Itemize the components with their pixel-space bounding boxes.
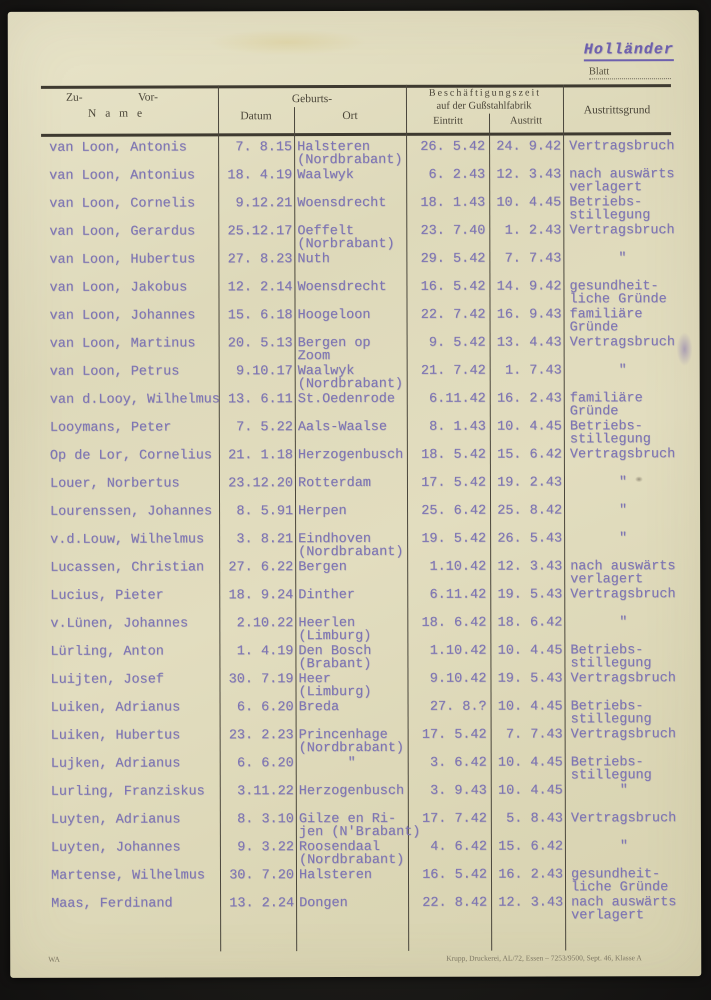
cell-reason: Vertragsbruch: [570, 671, 676, 687]
cell-birth-date: 27. 8.23: [227, 252, 293, 268]
cell-birth-date: 13. 6.11: [227, 392, 293, 408]
cell-exit-date: 10. 4.45: [496, 195, 562, 211]
table-row: [42, 309, 672, 339]
cell-name: van Loon, Johannes: [49, 308, 196, 324]
table-row: [42, 421, 672, 451]
cell-reason: nach auswärts verlagert: [570, 559, 676, 587]
cell-exit-date: 10. 4.45: [496, 419, 562, 435]
cell-entry-date: 17. 5.42: [421, 475, 486, 491]
cell-entry-date: 16. 5.42: [420, 279, 486, 295]
cell-exit-date: 19. 5.43: [497, 671, 563, 687]
cell-entry-date: 18. 5.42: [421, 447, 486, 463]
cell-birth-place: Bergen: [298, 560, 347, 576]
cell-birth-date: 25.12.17: [227, 224, 293, 240]
table-row: [41, 253, 671, 283]
cell-name: v.Lünen, Johannes: [50, 616, 189, 632]
cell-exit-date: 14. 9.42: [496, 279, 562, 295]
table-row: [42, 335, 675, 367]
header-zu: Zu-: [65, 91, 83, 104]
cell-name: v.d.Louw, Wilhelmus: [50, 532, 205, 548]
cell-entry-date: 19. 5.42: [421, 531, 487, 547]
table-row: [41, 167, 675, 199]
table-row: [42, 617, 672, 647]
cell-name: Luijten, Josef: [50, 672, 164, 688]
cell-exit-date: 12. 3.43: [498, 895, 564, 911]
cell-birth-place: Herzogenbusch: [297, 447, 404, 464]
table-row: [42, 533, 672, 563]
cell-birth-place: Bergen op Zoom: [297, 335, 371, 364]
cell-exit-date: 10. 4.45: [497, 755, 563, 771]
header-geburts: Geburts-: [291, 93, 333, 106]
cell-birth-place: Roosendaal (Nordbrabant): [298, 839, 405, 868]
cell-entry-date: 3. 6.42: [429, 755, 487, 771]
header-austritt: Austritt: [509, 115, 543, 127]
cell-entry-date: 6. 2.43: [428, 167, 486, 183]
cell-name: Martense, Wilhelmus: [50, 868, 205, 884]
cell-exit-date: 24. 9.42: [496, 139, 562, 155]
cell-birth-date: 9. 3.22: [237, 840, 294, 856]
table-row: [41, 197, 671, 227]
cell-reason: Vertragsbruch: [570, 811, 677, 827]
cell-exit-date: 10. 4.45: [497, 783, 563, 799]
cell-exit-date: 12. 3.43: [497, 559, 563, 575]
table-row: [42, 505, 672, 535]
footer-left: WA: [48, 954, 60, 964]
cell-birth-place: Oeffelt (Norbrabant): [297, 224, 395, 252]
cell-reason: Betriebs- stillegung: [569, 419, 651, 447]
header-name: N a m e: [87, 107, 146, 120]
cell-birth-date: 18. 9.24: [228, 588, 294, 604]
table-row: [41, 281, 671, 311]
cell-name: van Loon, Cornelis: [49, 196, 196, 212]
cell-reason: Betriebs- stillegung: [570, 755, 652, 783]
cell-exit-date: 10. 4.45: [497, 643, 563, 659]
cell-reason: gesundheit- liche Gründe: [570, 867, 669, 895]
cell-entry-date: 27. 8.?: [429, 699, 487, 715]
header-datum: Datum: [240, 110, 272, 123]
cell-reason: Vertragsbruch: [569, 335, 675, 351]
cell-reason: Betriebs- stillegung: [570, 699, 652, 727]
cell-birth-date: 7. 8.15: [235, 140, 293, 156]
cell-reason: ": [619, 531, 628, 547]
cell-exit-date: 26. 5.43: [497, 531, 563, 547]
blatt-label: Blatt: [589, 66, 671, 79]
cell-birth-date: 3. 8.21: [236, 532, 294, 548]
cell-name: van Loon, Hubertus: [49, 252, 196, 268]
cell-reason: familiäre Gründe: [569, 307, 643, 335]
cell-name: Maas, Ferdinand: [51, 896, 173, 912]
table-row: [43, 701, 673, 731]
table-header-rule: [41, 132, 671, 136]
header-vor: Vor-: [137, 91, 158, 104]
cell-reason: nach auswärts verlagert: [571, 895, 677, 923]
cell-birth-place: Den Bosch (Brabant): [298, 643, 372, 672]
cell-entry-date: 18. 1.43: [420, 195, 486, 211]
cell-reason: ": [618, 503, 628, 519]
cell-entry-date: 21. 7.42: [420, 363, 486, 379]
cell-birth-place: Hoogeloon: [297, 307, 371, 324]
cell-birth-place: Nuth: [297, 252, 330, 268]
cell-reason: familiäre Gründe: [569, 391, 643, 419]
cell-birth-date: 15. 6.18: [227, 308, 293, 324]
cell-birth-place: Woensdrecht: [297, 195, 387, 212]
cell-birth-place: Herzogenbusch: [298, 783, 405, 800]
cell-birth-place: Dinther: [298, 587, 356, 604]
table-row: [43, 727, 676, 759]
cell-entry-date: 8. 1.43: [429, 419, 486, 435]
cell-exit-date: 16. 9.43: [496, 307, 562, 323]
cell-exit-date: 1. 2.43: [504, 223, 562, 239]
table-row: [42, 365, 672, 395]
cell-name: Lujken, Adrianus: [50, 756, 181, 772]
cell-entry-date: 9. 5.42: [428, 335, 486, 351]
cell-birth-date: 20. 5.13: [227, 336, 293, 352]
cell-birth-date: 30. 7.20: [229, 868, 295, 884]
worker-table: [41, 139, 677, 923]
cell-reason: Vertragsbruch: [569, 139, 675, 155]
cell-birth-date: 13. 2.24: [229, 896, 295, 912]
cell-exit-date: 7. 7.43: [505, 727, 563, 743]
cell-reason: ": [619, 783, 628, 799]
cell-reason: gesundheit- liche Gründe: [569, 279, 667, 307]
cell-birth-place: Heerlen (Limburg): [298, 615, 372, 644]
cell-exit-date: 16. 2.43: [496, 391, 562, 407]
paper-sheet: [8, 10, 702, 978]
cell-name: Luiken, Hubertus: [50, 728, 181, 744]
table-row: [42, 393, 672, 423]
cell-birth-place: Herpen: [298, 504, 347, 520]
cell-name: van Loon, Petrus: [49, 364, 180, 380]
cell-name: Looymans, Peter: [49, 420, 172, 436]
header-eintritt: Eintritt: [433, 115, 463, 127]
cell-birth-date: 8. 5.91: [236, 504, 294, 520]
cell-entry-date: 17. 5.42: [421, 727, 487, 743]
cell-entry-date: 1.10.42: [429, 643, 487, 659]
cell-birth-date: 8. 3.10: [237, 812, 294, 828]
cell-name: Luiken, Adrianus: [50, 700, 181, 716]
cell-entry-date: 4. 6.42: [430, 839, 487, 855]
cell-reason: Vertragsbruch: [570, 727, 676, 743]
cell-name: Lourenssen, Johannes: [50, 504, 213, 520]
cell-exit-date: 12. 3.43: [496, 167, 562, 183]
cell-entry-date: 26. 5.42: [420, 139, 486, 155]
cell-name: Lucius, Pieter: [50, 588, 164, 604]
cell-birth-date: 2.10.22: [236, 616, 294, 632]
cell-entry-date: 23. 7.40: [420, 223, 486, 239]
cell-entry-date: 22. 8.42: [422, 895, 488, 911]
cell-birth-place: Rotterdam: [297, 475, 371, 492]
table-row: [43, 757, 673, 787]
cell-birth-date: 6. 6.20: [236, 700, 294, 716]
cell-entry-date: 6.11.42: [429, 587, 487, 603]
hollaender-stamp: Holländer: [584, 41, 674, 61]
table-row: [43, 869, 673, 899]
cell-entry-date: 6.11.42: [429, 391, 486, 407]
cell-entry-date: 16. 5.42: [422, 867, 488, 883]
cell-exit-date: 25. 8.42: [497, 503, 563, 519]
cell-birth-place: Breda: [298, 700, 340, 716]
cell-birth-date: 30. 7.19: [228, 672, 294, 688]
cell-reason: ": [618, 363, 627, 379]
cell-birth-place: Halsteren (Nordbrabant): [297, 139, 403, 168]
cell-name: van Loon, Martinus: [49, 336, 196, 352]
cell-reason: Vertragsbruch: [570, 587, 676, 603]
cell-name: Lürling, Anton: [50, 644, 164, 660]
cell-exit-date: 16. 2.43: [498, 867, 564, 883]
cell-birth-place: Princenhage (Nordbrabant): [298, 727, 405, 756]
cell-birth-place: Dongen: [299, 896, 348, 912]
cell-reason: Betriebs- stillegung: [570, 643, 652, 671]
cell-name: Lurling, Franziskus: [50, 784, 205, 800]
header-austrittsgrund: Austrittsgrund: [583, 104, 651, 117]
cell-entry-date: 29. 5.42: [420, 251, 486, 267]
cell-name: van Loon, Gerardus: [49, 224, 196, 240]
cell-name: Luyten, Adrianus: [50, 812, 181, 828]
cell-exit-date: 1. 7.43: [504, 363, 562, 379]
cell-reason: ": [618, 251, 627, 267]
cell-name: Op de Lor, Cornelius: [49, 448, 212, 464]
cell-entry-date: 9.10.42: [429, 671, 487, 687]
header-ort: Ort: [342, 109, 358, 123]
cell-entry-date: 18. 6.42: [421, 615, 487, 631]
table-row: [43, 785, 673, 815]
cell-birth-date: 3.11.22: [237, 784, 294, 800]
cell-birth-date: 23.12.20: [228, 476, 293, 492]
cell-birth-place: Halsteren: [298, 867, 372, 884]
cell-reason: Vertragsbruch: [569, 447, 676, 463]
cell-name: van Loon, Antonius: [49, 168, 196, 184]
header-gussstahlfabrik: auf der Gußstahlfabrik: [436, 100, 532, 112]
table-row: [43, 811, 677, 843]
cell-birth-date: 7. 5.22: [236, 420, 293, 436]
cell-birth-place: Heer (Limburg): [298, 672, 372, 700]
cell-exit-date: 19. 5.43: [497, 587, 563, 603]
table-row: [43, 895, 677, 927]
cell-entry-date: 1.10.42: [429, 559, 487, 575]
cell-exit-date: 18. 6.42: [497, 615, 563, 631]
cell-birth-date: 6. 6.20: [236, 756, 294, 772]
cell-exit-date: 10. 4.45: [497, 699, 563, 715]
cell-birth-place: Woensdrecht: [297, 279, 387, 296]
cell-name: van Loon, Jakobus: [49, 280, 188, 296]
table-row: [41, 139, 675, 171]
cell-reason: ": [619, 615, 628, 631]
cell-birth-place: Gilze en Ri- jen (N'Brabant): [298, 811, 421, 840]
cell-name: Luyten, Johannes: [50, 840, 181, 856]
cell-name: van Loon, Antonis: [49, 140, 187, 156]
table-row: [42, 587, 676, 619]
table-top-rule: [41, 84, 671, 88]
cell-reason: nach auswärts verlagert: [569, 167, 675, 195]
cell-exit-date: 5. 8.43: [506, 811, 563, 827]
cell-exit-date: 13. 4.43: [496, 335, 562, 351]
cell-birth-place: ": [347, 755, 356, 772]
cell-reason: Betriebs- stillegung: [569, 195, 651, 223]
cell-name: Louer, Norbertus: [49, 476, 180, 492]
cell-birth-place: Waalwyk: [297, 168, 354, 184]
cell-birth-date: 27. 6.22: [228, 560, 294, 576]
cell-birth-place: Waalwyk (Nordbrabant): [297, 363, 404, 392]
cell-name: van d.Looy, Wilhelmus: [49, 392, 220, 408]
table-row: [42, 559, 676, 591]
cell-exit-date: 15. 6.42: [498, 839, 563, 855]
footer-print-note: Krupp, Druckerei, AL/72, Essen – 7253/9500, Sept. 46, Klasse A: [446, 953, 642, 963]
cell-entry-date: 22. 7.42: [420, 307, 486, 323]
cell-birth-place: Eindhoven (Nordbrabant): [298, 531, 404, 560]
table-row: [42, 645, 672, 675]
cell-entry-date: 3. 9.43: [430, 783, 487, 799]
cell-birth-date: 18. 4.19: [227, 168, 293, 184]
cell-entry-date: 25. 6.42: [421, 503, 487, 519]
cell-birth-date: 9.10.17: [235, 364, 293, 380]
cell-entry-date: 17. 7.42: [422, 811, 487, 827]
cell-exit-date: 19. 2.43: [497, 475, 562, 491]
cell-name: Lucassen, Christian: [50, 560, 205, 576]
cell-birth-place: St.Oedenrode: [297, 391, 395, 408]
cell-birth-date: 9.12.21: [235, 196, 293, 212]
paper-stain: [208, 29, 368, 55]
cell-birth-date: 1. 4.19: [236, 644, 294, 660]
table-row: [41, 223, 675, 255]
cell-exit-date: 7. 7.43: [504, 251, 562, 267]
table-row: [43, 841, 673, 871]
cell-birth-place: Aals-Waalse: [297, 419, 387, 436]
table-row: [42, 477, 672, 507]
ink-smudge: [677, 332, 693, 366]
cell-birth-date: 21. 1.18: [228, 448, 293, 464]
cell-exit-date: 15. 6.42: [497, 447, 562, 463]
cell-reason: Vertragsbruch: [569, 223, 675, 239]
table-row: [42, 671, 676, 703]
cell-birth-date: 23. 2.23: [228, 728, 294, 744]
header-beschaeftigungszeit: Beschäftigungszeit: [428, 87, 542, 99]
cell-birth-date: 12. 2.14: [227, 280, 293, 296]
table-row: [42, 447, 676, 479]
cell-reason: ": [619, 839, 628, 855]
cell-reason: ": [618, 475, 628, 491]
